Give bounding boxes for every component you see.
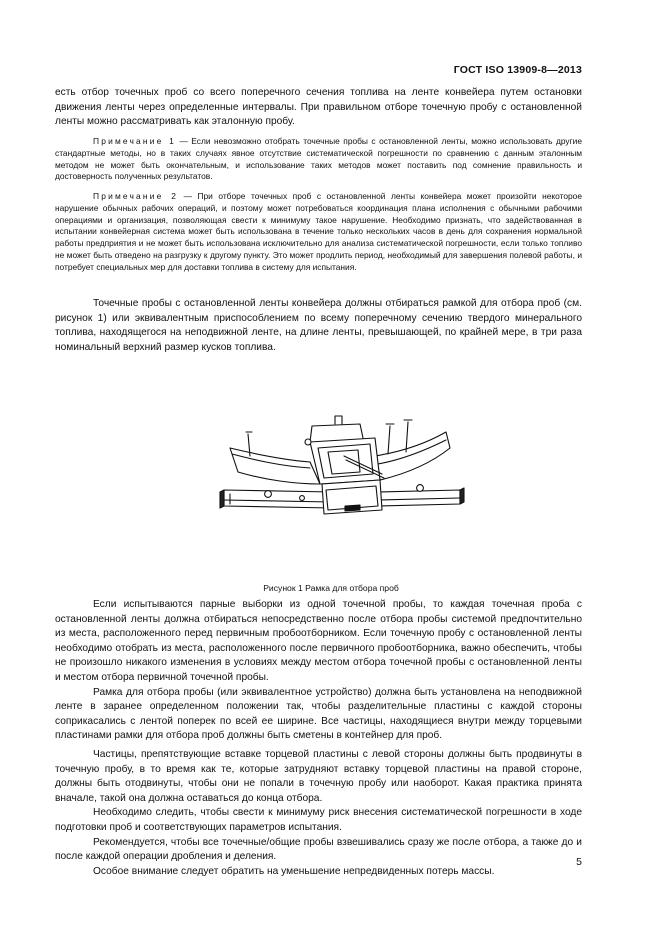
note-1-text: — Если невозможно отобрать точечные пробы с остановленной ленты, можно использовать другие стандартные методы, но в таких случаях явное отсутствие систематической погрешности по сравнению с данным эталонным методом не может быть окончательным, и использование таких методов может поставить под сомнение правильность и достоверность полученных результатов. [55, 136, 582, 182]
note-1 [55, 136, 582, 183]
note-2 [55, 191, 582, 274]
paragraph-frame-position: Рамка для отбора пробы (или эквивалентное устройство) должна быть установлена на неподвижной ленте в заранее определенном положении так, чтобы разделительные пластины с каждой стороны соприкасались с лентой поперек по всей ее ширине. Все частицы, находящиеся внутри между торцевыми пластинами рамки для отбора проб должны быть сметены в контейнер для проб. [55, 686, 582, 742]
note-1-label: Примечание 1 [93, 136, 176, 146]
sampling-frame-drawing [210, 408, 470, 548]
body-text-block [55, 598, 582, 879]
frame-paragraph: Точечные пробы с остановленной ленты конвейера должны отбираться рамкой для отбора проб (см. рисунок 1) или эквивалентным приспособлением по всему поперечному сечению твердого минерального топлива, находящегося на неподвижной ленте, на длине ленты, превышающей, по крайней мере, в три раза номинальный верхний размер кусков топлива. [55, 298, 582, 353]
page-number: 5 [576, 856, 582, 868]
note-2-label: Примечание 2 [93, 191, 179, 201]
sampling-frame-figure [210, 408, 470, 548]
paragraph-paired-samples: Если испытываются парные выборки из одной точечной пробы, то каждая точечная проба с остановленной ленты должна отбираться непосредственно после отбора пробы системой предпочтительно из места, расположенного перед первичным пробоотборником. Если точечную пробу с остановленной ленты необходимо отобрать из места, расположенного после первичного пробоотборника, важно обеспечить, чтобы не произошло никакого изменения в условиях между местом отбора точечной пробы с остановленной ленты и местом отбора первичной точечной пробы. [55, 599, 582, 683]
paragraph-particles: Частицы, препятствующие вставке торцевой пластины с левой стороны должны быть продвинуты в точечную пробу, в то время как те, которые затрудняют вставку торцевой пластины на правой стороне, должны быть отодвинуты, чтобы они не попали в точечную пробу или наоборот. Какая практика принята вначале, такой она должна оставаться до конца отбора. [55, 748, 582, 804]
intro-paragraph: есть отбор точечных проб со всего поперечного сечения топлива на ленте конвейера путем остановки движения ленты через определенные интервалы. При правильном отборе точечную пробу с остановленной ленты можно рассматривать как эталонную пробу. [55, 87, 582, 128]
paragraph-weighing: Рекомендуется, чтобы все точечные/общие пробы взвешивались сразу же после отбора, а также до и после каждой операции дробления и деления. [55, 836, 582, 863]
note-2-text: — При отборе точечных проб с остановленной ленты конвейера может произойти некоторое нарушение обычных рабочих операций, и поэтому может потребоваться координация плана исполнения с обычными рабочими операциями и организация, позволяющая свести к минимуму такое нарушение. Необходимо признать, что задействованная в испытании конвейерная система может быть использована в течение только нескольких часов в день для сохранения нормальной работы предприятия и не может быть использована исключительно для анализа систематической погрешности, если только топливо не может быть отведено на разгрузку к другому пункту. Это может продлить период, необходимый для завершения полевой работы, и потребует специальных мер для доставки топлива в систему для испытания. [55, 191, 582, 272]
figure-caption: Рисунок 1 Рамка для отбора проб [263, 583, 399, 593]
document-header: ГОСТ ISO 13909-8—2013 [453, 64, 582, 76]
paragraph-bias-risk: Необходимо следить, чтобы свести к минимуму риск внесения систематической погрешности в ходе подготовки проб и соответствующих параметров испытания. [55, 807, 582, 833]
paragraph-mass-loss: Особое внимание следует обратить на уменьшение непредвиденных потерь массы. [93, 865, 495, 877]
